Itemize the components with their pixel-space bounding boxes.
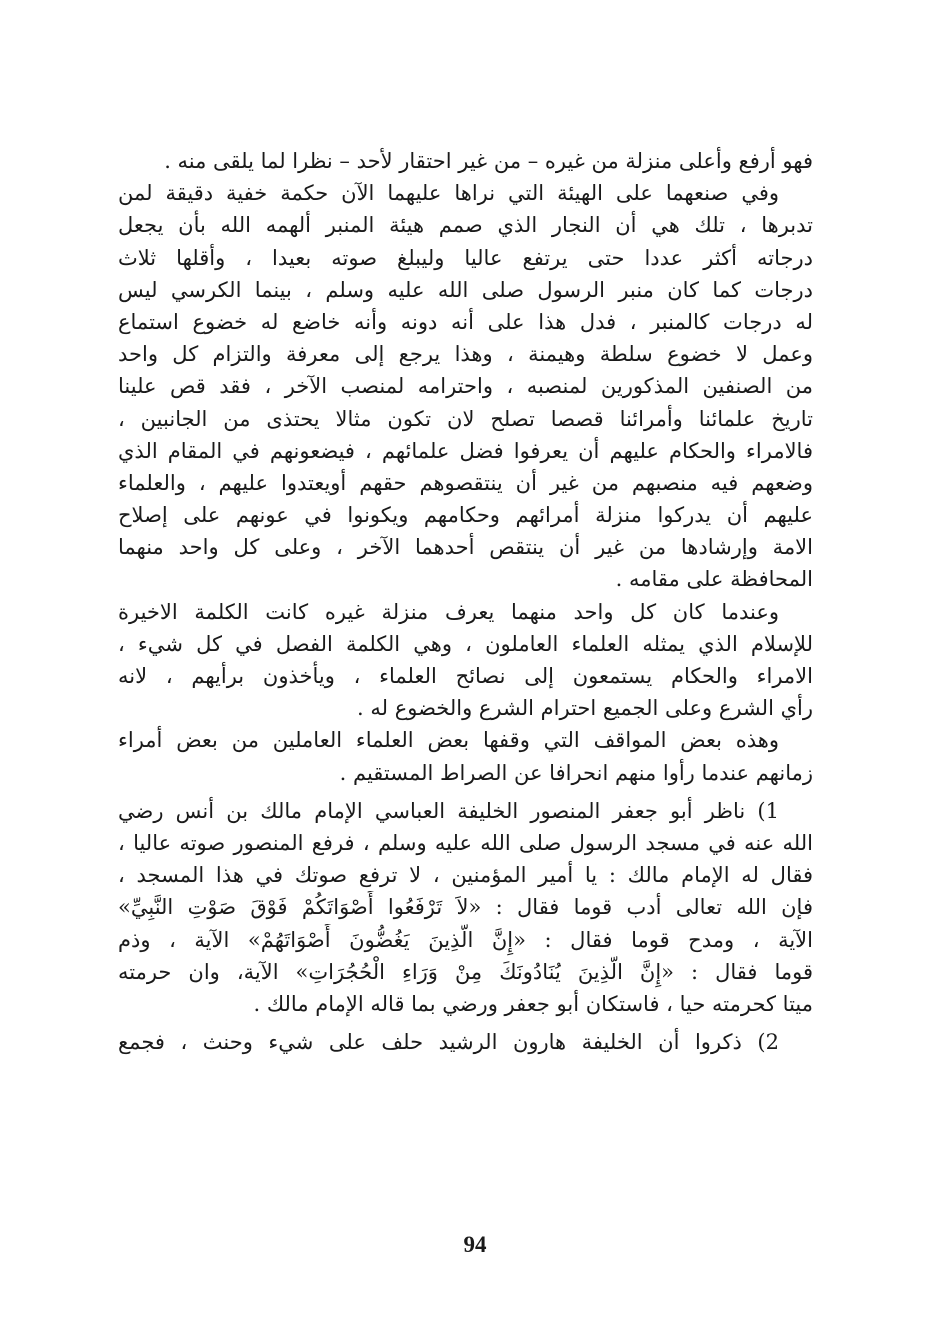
text-line: 2) ذكروا أن الخليفة هارون الرشيد حلف على شيء وحنث ، فجمع — [118, 1030, 779, 1055]
text-line: فقال له الإمام مالك : يا أمير المؤمنين ، لا ترفع صوتك في هذا المسجد ، — [118, 863, 813, 888]
text-line: درجات كما كان منبر الرسول صلى الله عليه وسلم ، بينما الكرسي ليس — [118, 277, 813, 302]
text-line: فإن الله تعالى أدب قوما فقال : «لاَ تَرْفَعُوا أَصْوَاتَكُمْ فَوْقَ صَوْتِ النَّبِيِّ» — [118, 895, 813, 920]
paragraph-2 — [118, 177, 813, 595]
paragraph-6 — [118, 1026, 813, 1058]
text-line: وهذه بعض المواقف التي وقفها بعض العلماء العاملين من بعض أمراء — [118, 728, 779, 753]
text-line: وضعهم فيه منصبهم من غير أن ينتقصوهم حقهم أويعتدوا عليهم ، والعلماء — [118, 470, 813, 495]
text-line: قوما فقال : «إِنَّ الَّذِينَ يُنَادُونَكَ مِنْ وَرَاءِ الْحُجُرَاتِ» الآية، وان حرمته — [118, 959, 813, 984]
page-body — [118, 145, 813, 1058]
text-line: عليهم أن يدركوا منزلة أمرائهم وحكامهم ويكونوا في عونهم على إصلاح — [118, 503, 813, 528]
paragraph-1 — [118, 145, 813, 177]
text-line: فهو أرفع وأعلى منزلة من غيره – من غير احتقار لأحد – نظرا لما يلقى منه . — [164, 149, 813, 173]
text-line: المحافظة على مقامه . — [615, 567, 813, 592]
paragraph-4 — [118, 724, 813, 788]
text-line: الله عنه في مسجد الرسول صلى الله عليه وسلم ، فرفع المنصور صوته عاليا ، — [118, 830, 813, 855]
paragraph-5 — [118, 795, 813, 1020]
text-line: الامراء والحكام يستمعون إلى نصائح العلماء ، ويأخذون برأيهم ، لانه — [118, 664, 813, 688]
text-line: درجاته أكثر عددا حتى يرتفع عاليا وليبلغ صوته بعيدا ، وأقلها ثلاث — [118, 245, 813, 270]
text-line: له درجات كالمنبر ، فدل هذا على أنه دونه وأنه خاضع له خضوع استماع — [118, 309, 813, 334]
text-line: رأي الشرع وعلى الجميع احترام الشرع والخضوع له . — [357, 696, 813, 721]
text-line: تدبرها ، تلك هي أن النجار الذي صمم هيئة المنبر ألهمه الله بأن يجعل — [118, 213, 813, 238]
text-line: من الصنفين المذكورين لمنصبه ، واحترامه لمنصب الآخر ، فقد قص علينا — [118, 374, 813, 399]
text-line: الامة وإرشادها من غير أن ينتقص أحدهما الآخر ، وعلى كل واحد منهما — [118, 535, 813, 560]
text-line: تاريخ علمائنا وأمرائنا قصصا تصلح لان تكون مثالا يحتذى من الجانبين ، — [118, 406, 813, 431]
text-line: زمانهم عندما رأوا منهم انحرافا عن الصراط المستقيم . — [339, 760, 813, 785]
page-number: 94 — [463, 1232, 487, 1257]
text-line: وعندما كان كل واحد منهما يعرف منزلة غيره كانت الكلمة الاخيرة — [118, 599, 779, 624]
paragraph-3 — [118, 596, 813, 725]
text-line: ميتا كحرمته حيا ، فاستكان أبو جعفر ورضي بما قاله الإمام مالك . — [253, 991, 813, 1016]
text-line: فالامراء والحكام عليهم أن يعرفوا فضل علمائهم ، فيضعونهم في المقام الذي — [118, 438, 813, 463]
text-line: وفي صنعهما على الهيئة التي نراها عليهما الآن حكمة خفية دقيقة لمن — [118, 181, 779, 206]
text-line: الآية ، ومدح قوما فقال : «إِنَّ الَّذِينَ يَغُضُّونَ أَصْوَاتَهُمْ» الآية ، وذم — [118, 927, 813, 952]
text-line: وعمل لا خضوع سلطة وهيمنة ، وهذا يرجع إلى معرفة والتزام كل واحد — [118, 342, 813, 367]
text-line: 1) ناظر أبو جعفر المنصور الخليفة العباسي الإمام مالك بن أنس رضي — [118, 798, 779, 823]
text-line: للإسلام الذي يمثله العلماء العاملون ، وهي الكلمة الفصل في كل شيء ، — [118, 631, 813, 656]
